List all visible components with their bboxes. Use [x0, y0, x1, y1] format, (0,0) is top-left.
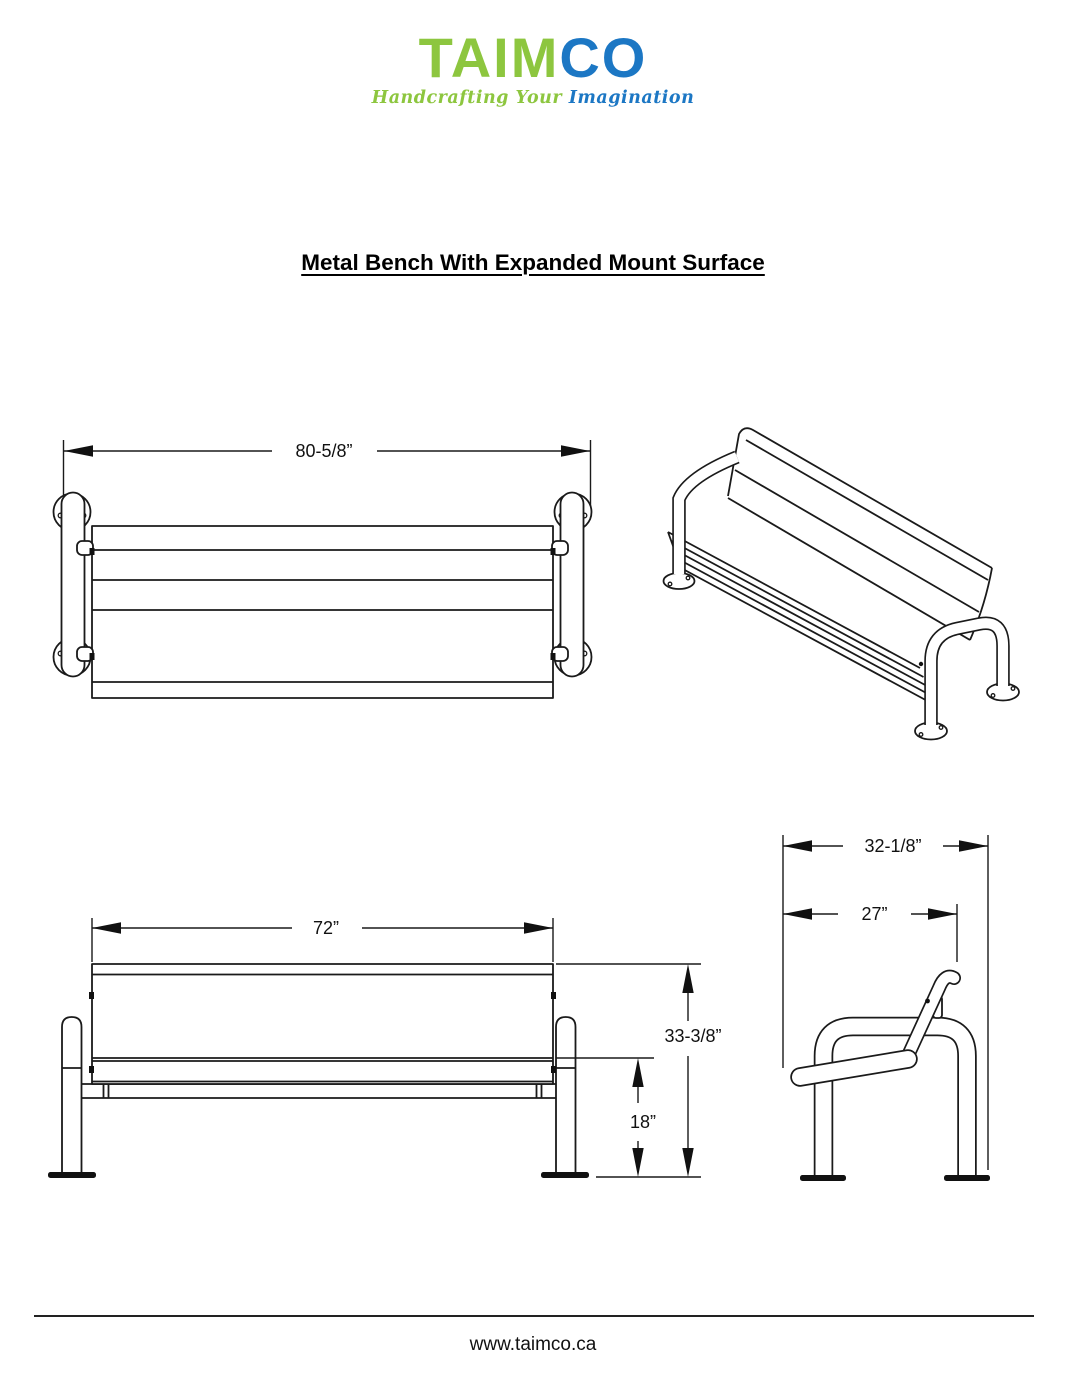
bench-front-panel: [92, 964, 553, 1084]
front-leg-right: [556, 1017, 576, 1175]
logo-tagline-green: Handcrafting Your: [371, 88, 563, 108]
bench-top-outline: [92, 526, 553, 698]
logo-wordmark-blue: CO: [559, 26, 648, 89]
iso-view: [664, 428, 1020, 739]
dim-seat-depth-label: 27”: [861, 904, 888, 924]
top-view: [54, 440, 592, 698]
iso-flange-front-right: [915, 723, 947, 740]
dim-overall-length-label: 80-5/8”: [295, 441, 353, 461]
front-leg-left: [62, 1017, 82, 1175]
side-leg-frame: [824, 1027, 968, 1177]
dim-seat-height-label: 18”: [629, 1112, 657, 1132]
footer-divider: [34, 1315, 1034, 1317]
iso-flange-left: [664, 573, 695, 589]
dim-overall-depth-label: 32-1/8”: [864, 836, 922, 856]
logo-tagline-blue: Imagination: [568, 88, 695, 108]
iso-flange-back-right: [987, 684, 1019, 701]
footer-website: www.taimco.ca: [469, 1334, 597, 1355]
front-view: [48, 918, 722, 1178]
dim-bench-length-label: 72”: [312, 918, 340, 938]
logo-wordmark-green: TAIM: [418, 26, 560, 89]
side-view: [783, 835, 990, 1181]
dim-overall-height-label: 33-3/8”: [664, 1026, 722, 1046]
page-title: Metal Bench With Expanded Mount Surface: [301, 250, 765, 275]
seat-slat-lines: [668, 532, 933, 704]
under-seat-rail: [73, 1084, 572, 1098]
